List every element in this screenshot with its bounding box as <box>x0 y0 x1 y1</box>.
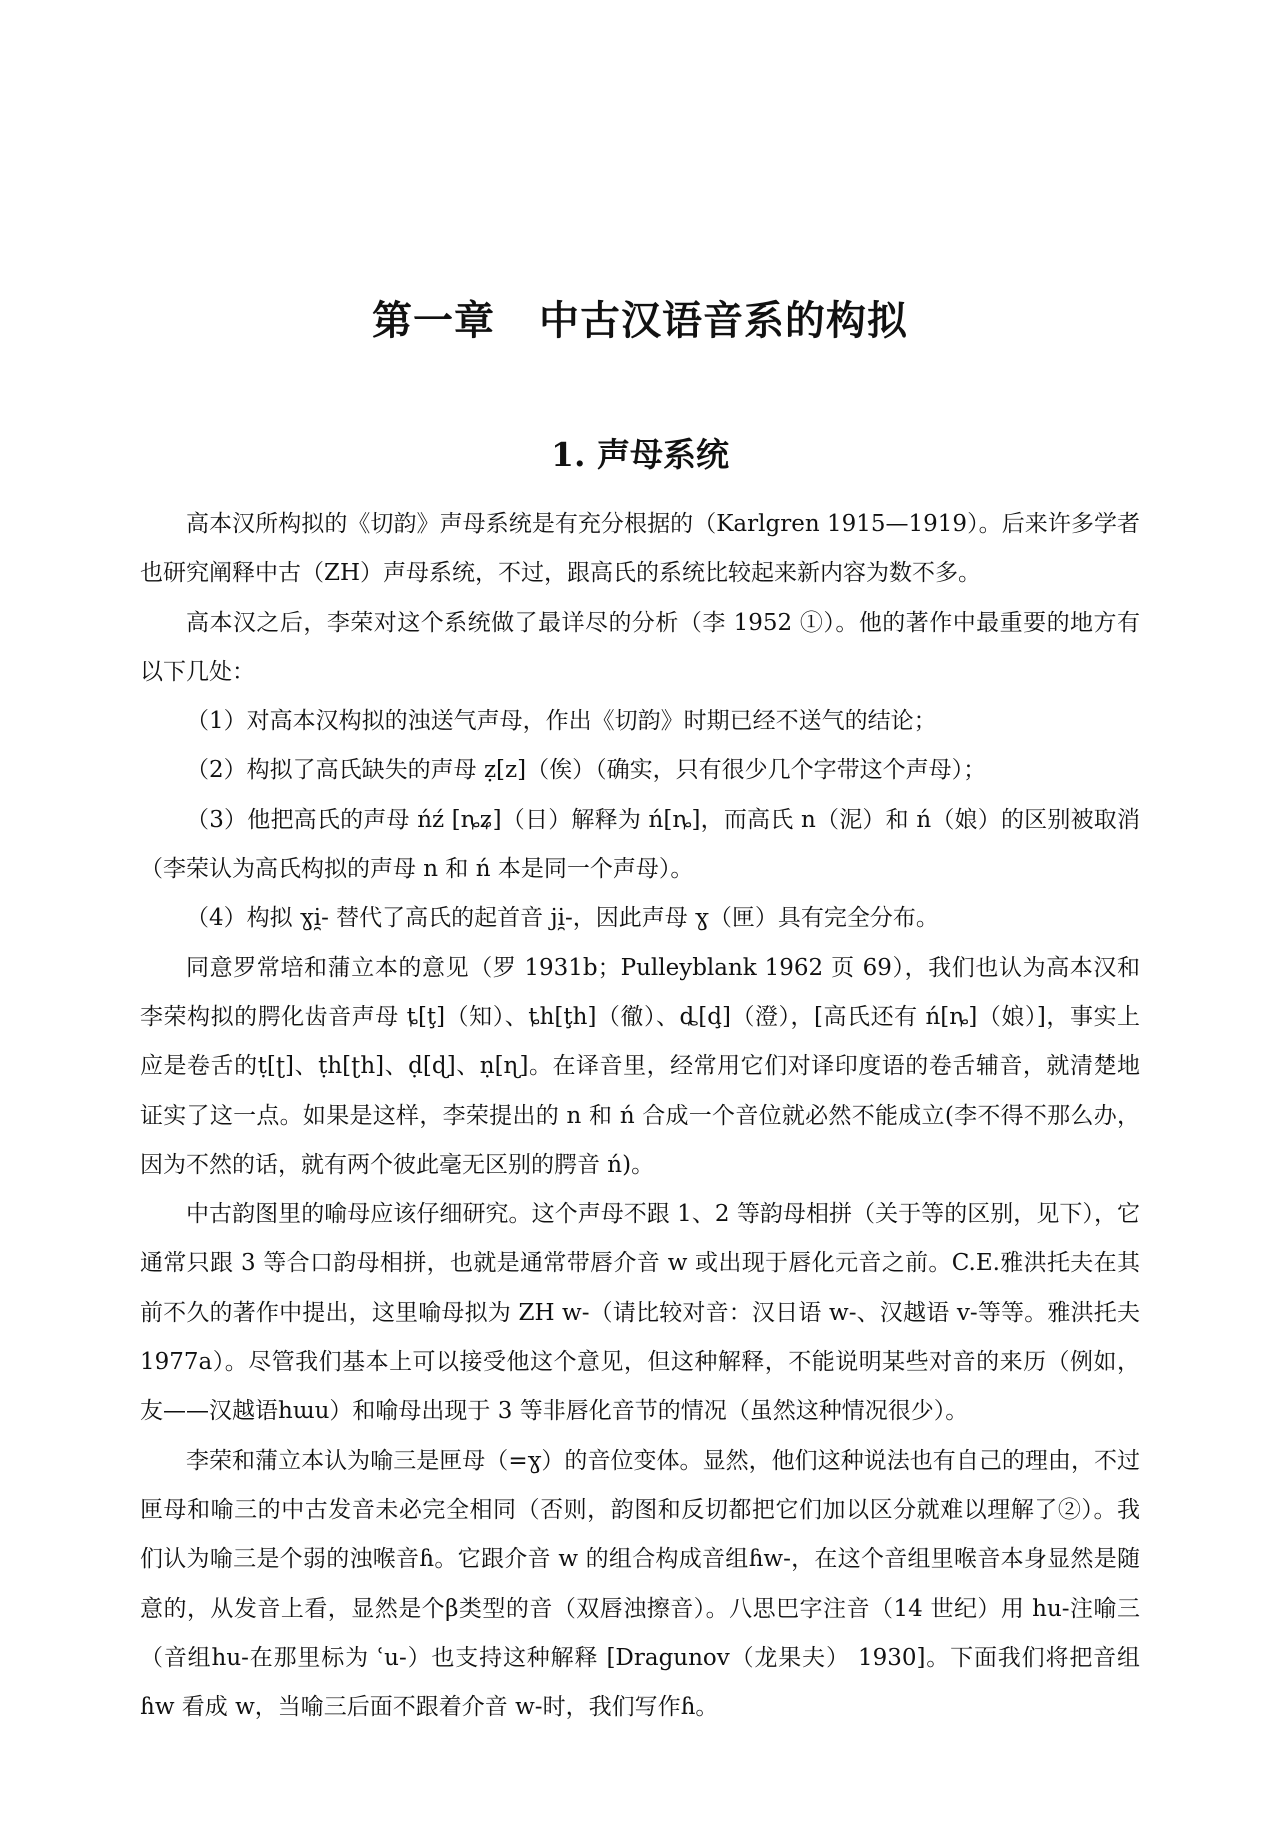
paragraph: 同意罗常培和蒲立本的意见（罗 1931b；Pulleyblank 1962 页 69），我们也认为高本汉和李荣构拟的腭化齿音声母 ȶ[ţ]（知）、ȶh[ţh]（徹）、ȡ[ḑ]（澄），[高氏还有 ń[ȵ]（娘）]，事实上应是卷舌的ṭ[ʈ]、ṭh[ʈh]、ḍ[ɖ]、ṇ[ɳ]。在译音里，经常用它们对译印度语的卷舌辅音，就清楚地证实了这一点。如果是这样，李荣提出的 n 和 ń 合成一个音位就必然不能成立(李不得不那么办，因为不然的话，就有两个彼此毫无区别的腭音 ń)。 <box>140 954 1140 1178</box>
list-item: （4）构拟 ɣi̯- 替代了高氏的起首音 ji̯-，因此声母 ɣ（匣）具有完全分布。 <box>186 905 939 932</box>
paragraph: 高本汉之后，李荣对这个系统做了最详尽的分析（李 1952 ①）。他的著作中最重要的地方有以下几处： <box>140 609 1140 685</box>
chapter-name: 中古汉语音系的构拟 <box>539 296 908 344</box>
list-item: （1）对高本汉构拟的浊送气声母，作出《切韵》时期已经不送气的结论； <box>186 708 937 735</box>
list-item: （2）构拟了高氏缺失的声母 ẓ[z]（俟）（确实，只有很少几个字带这个声母）； <box>186 757 987 784</box>
paragraph: 高本汉所构拟的《切韵》声母系统是有充分根据的（Karlgren 1915—1919）。后来许多学者也研究阐释中古（ZH）声母系统，不过，跟高氏的系统比较起来新内容为数不多。 <box>140 511 1140 587</box>
chapter-number: 第一章 <box>372 296 495 344</box>
section-title: 1. 声母系统 <box>551 435 729 475</box>
list-item: （3）他把高氏的声母 ńź [ȵʑ]（日）解释为 ń[ȵ]，而高氏 n（泥）和 ń（娘）的区别被取消（李荣认为高氏构拟的声母 n 和 ń 本是同一个声母）。 <box>140 806 1140 883</box>
paragraph: 李荣和蒲立本认为喻三是匣母（=ɣ）的音位变体。显然，他们这种说法也有自己的理由，不过匣母和喻三的中古发音未必完全相同（否则，韵图和反切都把它们加以区分就难以理解了②）。我们认为喻三是个弱的浊喉音ɦ。它跟介音 w 的组合构成音组ɦw-，在这个音组里喉音本身显然是随意的，从发音上看，显然是个β类型的音（双唇浊擦音）。八思巴字注音（14 世纪）用 hu-注喻三（音组hu-在那里标为 ʿu-）也支持这种解释 [Dragunov（龙果夫） 1930]。下面我们将把音组ɦw 看成 w，当喻三后面不跟着介音 w-时，我们写作ɦ。 <box>140 1447 1140 1721</box>
body-text <box>140 500 1140 1732</box>
chapter-title <box>0 289 1280 346</box>
paragraph: 中古韵图里的喻母应该仔细研究。这个声母不跟 1、2 等韵母相拼（关于等的区别，见下），它通常只跟 3 等合口韵母相拼，也就是通常带唇介音 w 或出现于唇化元音之前。C.E.雅洪托夫在其前不久的著作中提出，这里喻母拟为 ZH w-（请比较对音：汉日语 w-、汉越语 v-等等。雅洪托夫 1977a）。尽管我们基本上可以接受他这个意见，但这种解释，不能说明某些对音的来历（例如，友——汉越语hɯu）和喻母出现于 3 等非唇化音节的情况（虽然这种情况很少）。 <box>140 1201 1140 1425</box>
